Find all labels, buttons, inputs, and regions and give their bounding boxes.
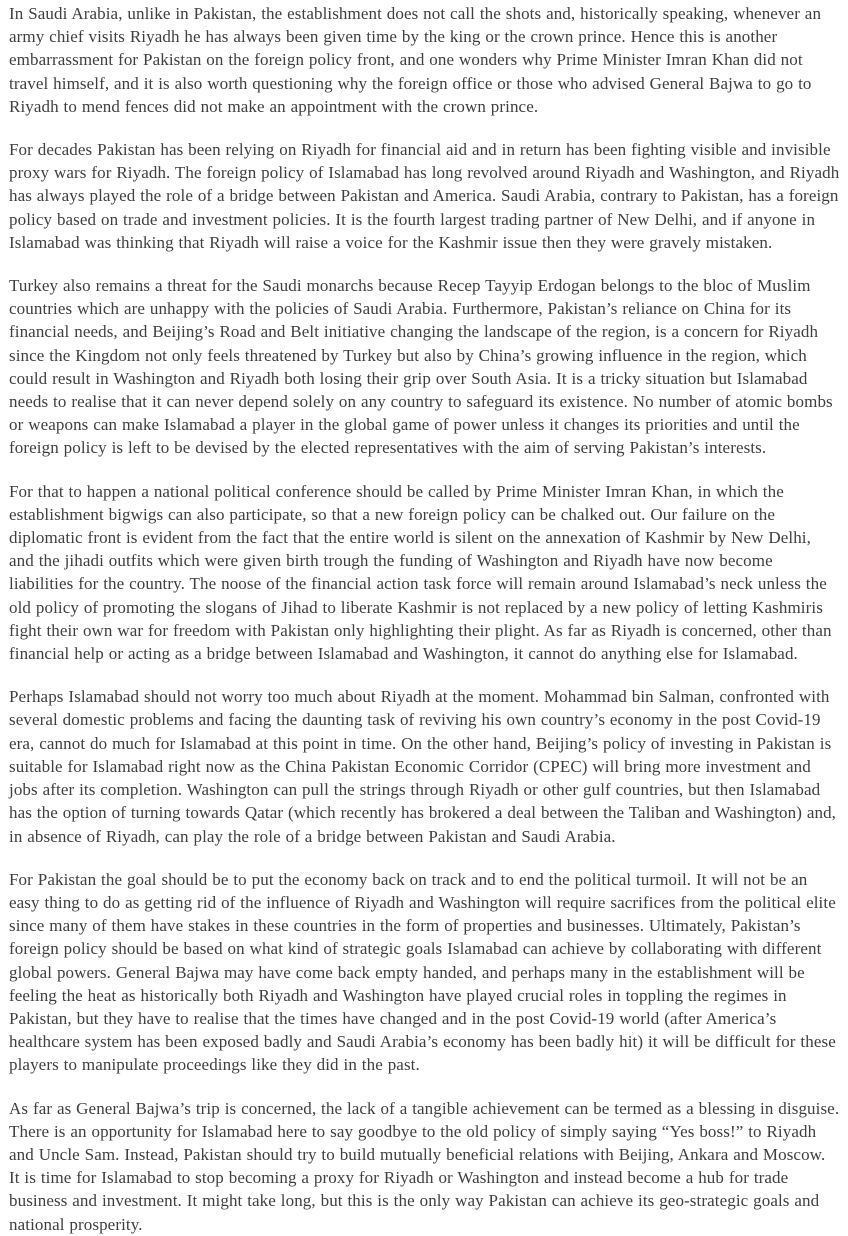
article-paragraph: For that to happen a national political conference should be called by Prime Minister Imran Khan, in which the establishment bigwigs can also participate, so that a new foreign policy can be chalked out. Our failure on the diplomatic front is evident from the fact that the entire world is silent on the annexation of Kashmir by New Delhi, and the jihadi outfits which were given birth trough the funding of Washington and Riyadh have now become liabilities for the country. The noose of the financial action task force will remain around Islamabad’s neck unless the old policy of promoting the slogans of Jihad to liberate Kashmir is not replaced by a new policy of letting Kashmiris fight their own war for freedom with Pakistan only highlighting their plight. As far as Riyadh is concerned, other than financial help or acting as a bridge between Islamabad and Washington, it cannot do anything else for Islamabad.	[9, 481, 832, 664]
article-paragraph: Perhaps Islamabad should not worry too much about Riyadh at the moment. Mohammad bin Salman, confronted with several domestic problems and facing the daunting task of reviving his own country’s economy in the post Covid-19 era, cannot do much for Islamabad at this point in time. On the other hand, Beijing’s policy of investing in Pakistan is suitable for Islamabad right now as the China Pakistan Economic Corridor (CPEC) will bring more investment and jobs after its completion. Washington can pull the strings through Riyadh or other gulf countries, but then Islamabad has the option of turning towards Qatar (which recently has brokered a deal between the Taliban and Washington) and, in absence of Riyadh, can play the role of a bridge between Pakistan and Saudi Arabia.	[9, 687, 837, 846]
article-paragraph: For decades Pakistan has been relying on Riyadh for financial aid and in return has been fighting visible and invisible proxy wars for Riyadh. The foreign policy of Islamabad has long revolved around Riyadh and Washington, and Riyadh has always played the role of a bridge between Pakistan and America. Saudi Arabia, contrary to Pakistan, has a foreign policy based on trade and investment policies. It is the fourth largest trading partner of New Delhi, and if anyone in Islamabad was thinking that Riyadh will raise a voice for the Kashmir issue then they were gravely mistaken.	[9, 140, 840, 252]
article-paragraph: For Pakistan the goal should be to put the economy back on track and to end the political turmoil. It will not be an easy thing to do as getting rid of the influence of Riyadh and Washington will require sacrifices from the political elite since many of them have stakes in these countries in the form of properties and businesses. Ultimately, Pakistan’s foreign policy should be based on what kind of strategic goals Islamabad can achieve by collaborating with different global powers. General Bajwa may have come back empty handed, and perhaps many in the establishment will be feeling the heat as historically both Riyadh and Washington have played crucial roles in toppling the regimes in Pakistan, but they have to realise that the times have changed and in the post Covid-19 world (after America’s healthcare system has been exposed badly and Saudi Arabia’s economy has been badly hit) it will be difficult for these players to manipulate proceedings like they did in the past.	[9, 869, 836, 1075]
article-paragraph: As far as General Bajwa’s trip is concerned, the lack of a tangible achievement can be termed as a blessing in disguise. There is an opportunity for Islamabad here to say goodbye to the old policy of simply saying “Yes boss!” to Riyadh and Uncle Sam. Instead, Pakistan should try to build mutually beneficial relations with Beijing, Ankara and Moscow. It is time for Islamabad to stop becoming a proxy for Riyadh or Washington and instead become a hub for trade business and investment. It might take long, but this is the only way Pakistan can achieve its geo-strategic goals and national prosperity.	[9, 1098, 840, 1234]
article-paragraph: In Saudi Arabia, unlike in Pakistan, the establishment does not call the shots and, historically speaking, whenever an army chief visits Riyadh he has always been given time by the king or the crown prince. Hence this is another embarrassment for Pakistan on the foreign policy front, and one wonders why Prime Minister Imran Khan did not travel himself, and it is also worth questioning why the foreign office or those who advised General Bajwa to go to Riyadh to mend fences did not make an appointment with the crown prince.	[9, 4, 822, 116]
article-paragraph: Turkey also remains a threat for the Saudi monarchs because Recep Tayyip Erdogan belongs to the bloc of Muslim countries which are unhappy with the policies of Saudi Arabia. Furthermore, Pakistan’s reliance on China for its financial needs, and Beijing’s Road and Belt initiative changing the landscape of the region, is a concern for Riyadh since the Kingdom not only feels threatened by Turkey but also by China’s growing influence in the region, which could result in Washington and Riyadh both losing their grip over South Asia. It is a tricky situation but Islamabad needs to realise that it can never depend solely on any country to safeguard its existence. No number of atomic bombs or weapons can make Islamabad a player in the global game of power unless it changes its priorities and until the foreign policy is left to be devised by the elected representatives with the aim of serving Pakistan’s interests.	[9, 276, 833, 458]
